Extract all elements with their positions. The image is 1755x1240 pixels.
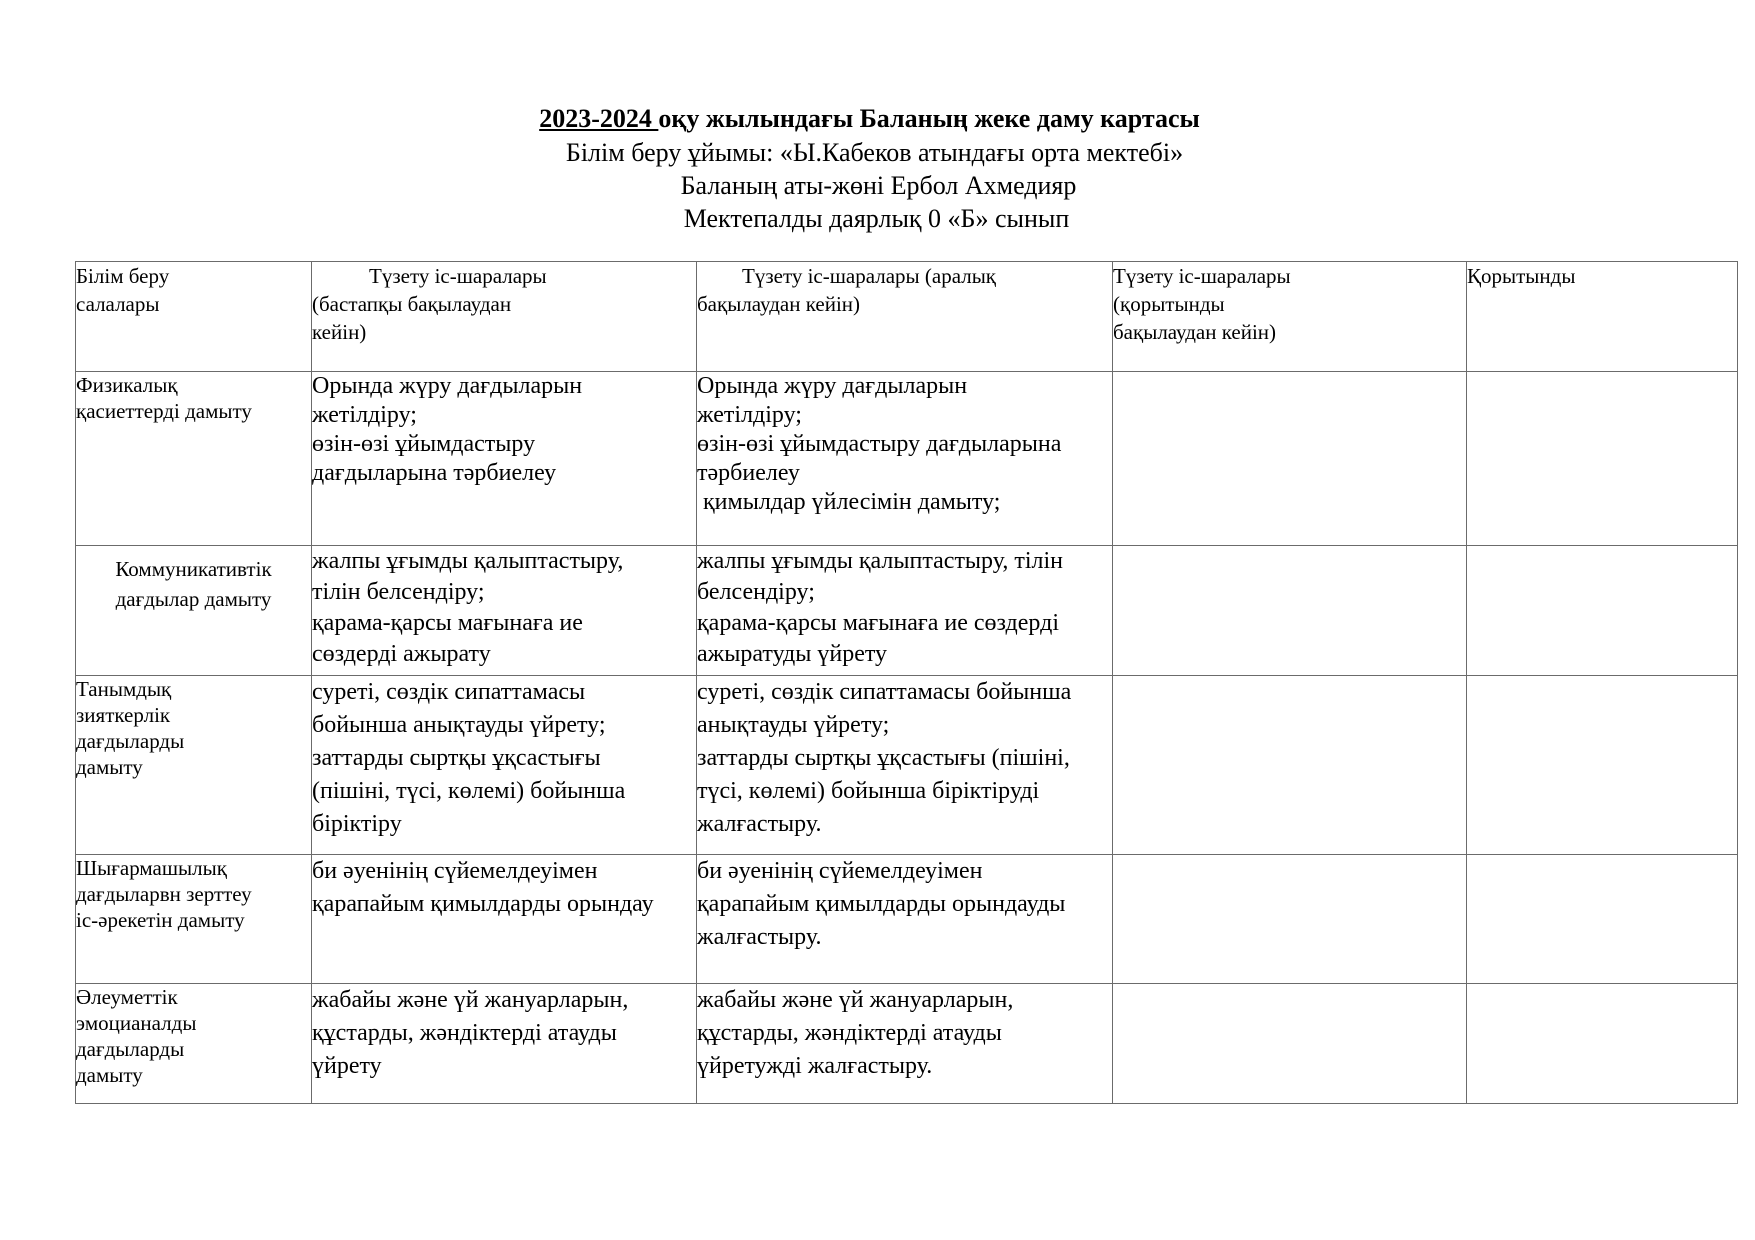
intermediate-activities-cell <box>697 855 1113 984</box>
final-activities-cell <box>1113 546 1467 676</box>
activity-text: қарапайым қимылдарды орындау <box>312 891 654 917</box>
activity-text: жетілдіру; <box>312 402 417 428</box>
header-text: Қорытынды <box>1467 264 1576 288</box>
conclusion-cell <box>1467 546 1738 676</box>
header-text: Түзету іс-шаралары (аралық <box>742 264 997 288</box>
activity-text: жалғастыру. <box>697 924 822 950</box>
title-text: оқу жылындағы Баланың жеке даму картасы <box>658 104 1200 133</box>
conclusion-cell <box>1467 855 1738 984</box>
area-cell <box>76 855 312 984</box>
organization-line: Білім беру ұйымы: «Ы.Кабеков атындағы орта мектебі» <box>565 138 1184 167</box>
document-title <box>0 102 1747 136</box>
area-text: Шығармашылық <box>76 856 227 880</box>
header-areas <box>76 262 312 372</box>
activity-text: қарама-қарсы мағынаға ие сөздерді <box>697 610 1059 636</box>
table-row <box>76 855 1738 984</box>
intermediate-activities-cell <box>697 984 1113 1104</box>
header-text: бақылаудан кейін) <box>697 292 861 316</box>
activity-text: үйретужді жалғастыру. <box>697 1053 933 1079</box>
header-conclusion <box>1467 262 1738 372</box>
activity-text: Орында жүру дағдыларын <box>312 373 583 399</box>
initial-activities-cell <box>312 676 697 855</box>
activity-text: Орында жүру дағдыларын <box>697 373 968 399</box>
activity-text: (пішіні, түсі, көлемі) бойынша <box>312 778 626 804</box>
activity-text: би әуенінің сүйемелдеуімен <box>697 858 983 884</box>
document-header <box>0 102 1755 235</box>
header-text: Түзету іс-шаралары <box>369 264 547 288</box>
final-activities-cell <box>1113 984 1467 1104</box>
activity-text: біріктіру <box>312 811 402 837</box>
conclusion-cell <box>1467 372 1738 546</box>
header-text: Білім беру <box>76 264 170 288</box>
area-text: дағдылар дамыту <box>115 587 272 611</box>
header-text: (бастапқы бақылаудан <box>312 292 512 316</box>
area-text: іс-әрекетін дамыту <box>76 908 245 932</box>
initial-activities-cell <box>312 984 697 1104</box>
area-text: Танымдық <box>76 677 172 701</box>
area-text: дағдыларды <box>76 1037 185 1061</box>
activity-text: құстарды, жәндіктерді атауды <box>312 1020 617 1046</box>
activity-text: қарапайым қимылдарды орындауды <box>697 891 1066 917</box>
table-row <box>76 372 1738 546</box>
activity-text: жабайы және үй жануарларын, <box>697 987 1014 1013</box>
activity-text: тілін белсендіру; <box>312 579 485 605</box>
area-cell <box>76 984 312 1104</box>
intermediate-activities-cell <box>697 676 1113 855</box>
activity-text: жабайы және үй жануарларын, <box>312 987 629 1013</box>
initial-activities-cell <box>312 546 697 676</box>
area-text: қасиеттерді дамыту <box>76 399 252 423</box>
header-intermediate <box>697 262 1113 372</box>
table-row <box>76 546 1738 676</box>
activity-text: түсі, көлемі) бойынша біріктіруді <box>697 778 1040 804</box>
header-final <box>1113 262 1467 372</box>
activity-text: үйрету <box>312 1053 382 1079</box>
activity-text: белсендіру; <box>697 579 815 605</box>
activity-text: қимылдар үйлесімін дамыту; <box>697 489 1001 515</box>
intermediate-activities-cell <box>697 546 1113 676</box>
activity-text: өзін-өзі ұйымдастыру дағдыларына <box>697 431 1062 457</box>
area-text: Коммуникативтік <box>115 557 272 581</box>
table-row <box>76 984 1738 1104</box>
activity-text: жетілдіру; <box>697 402 802 428</box>
activity-text: өзін-өзі ұйымдастыру <box>312 431 536 457</box>
table-header-row <box>76 262 1738 372</box>
activity-text: жалғастыру. <box>697 811 822 837</box>
header-text: салалары <box>76 292 160 316</box>
area-text: дағдыларды <box>76 729 185 753</box>
final-activities-cell <box>1113 855 1467 984</box>
area-text: дағдыларвн зерттеу <box>76 882 252 906</box>
activity-text: қарама-қарсы мағынаға ие <box>312 610 583 636</box>
header-text: (қорытынды <box>1113 292 1225 316</box>
activity-text: дағдыларына тәрбиелеу <box>312 460 557 486</box>
header-text: Түзету іс-шаралары <box>1113 264 1291 288</box>
activity-text: бойынша анықтауды үйрету; <box>312 712 606 738</box>
activity-text: би әуенінің сүйемелдеуімен <box>312 858 598 884</box>
header-text: бақылаудан кейін) <box>1113 320 1277 344</box>
title-year: 2023-2024 <box>539 104 659 133</box>
header-initial <box>312 262 697 372</box>
area-text: Әлеуметтік <box>76 985 178 1009</box>
area-text: зияткерлік <box>76 703 171 727</box>
area-text: Физикалық <box>76 373 178 397</box>
activity-text: заттарды сыртқы ұқсастығы <box>312 745 601 771</box>
header-text: кейін) <box>312 320 367 344</box>
activity-text: суреті, сөздік сипаттамасы бойынша <box>697 679 1072 705</box>
initial-activities-cell <box>312 372 697 546</box>
intermediate-activities-cell <box>697 372 1113 546</box>
area-text: эмоцианалды <box>76 1011 197 1035</box>
activity-text: заттарды сыртқы ұқсастығы (пішіні, <box>697 745 1070 771</box>
final-activities-cell <box>1113 676 1467 855</box>
table-row <box>76 676 1738 855</box>
area-text: дамыту <box>76 1063 143 1087</box>
final-activities-cell <box>1113 372 1467 546</box>
conclusion-cell <box>1467 676 1738 855</box>
activity-text: суреті, сөздік сипаттамасы <box>312 679 586 705</box>
development-card-table <box>75 261 1738 1104</box>
activity-text: құстарды, жәндіктерді атауды <box>697 1020 1002 1046</box>
activity-text: ажыратуды үйрету <box>697 641 888 667</box>
area-cell <box>76 676 312 855</box>
conclusion-cell <box>1467 984 1738 1104</box>
area-cell <box>76 372 312 546</box>
child-name-line: Баланың аты-жөні Ербол Ахмедияр <box>680 171 1077 200</box>
activity-text: тәрбиелеу <box>697 460 800 486</box>
activity-text: анықтауды үйрету; <box>697 712 890 738</box>
group-line: Мектепалды даярлық 0 «Б» сынып <box>683 204 1070 233</box>
activity-text: жалпы ұғымды қалыптастыру, тілін <box>697 548 1063 574</box>
activity-text: сөздерді ажырату <box>312 641 491 667</box>
initial-activities-cell <box>312 855 697 984</box>
area-cell <box>76 546 312 676</box>
activity-text: жалпы ұғымды қалыптастыру, <box>312 548 624 574</box>
area-text: дамыту <box>76 755 143 779</box>
